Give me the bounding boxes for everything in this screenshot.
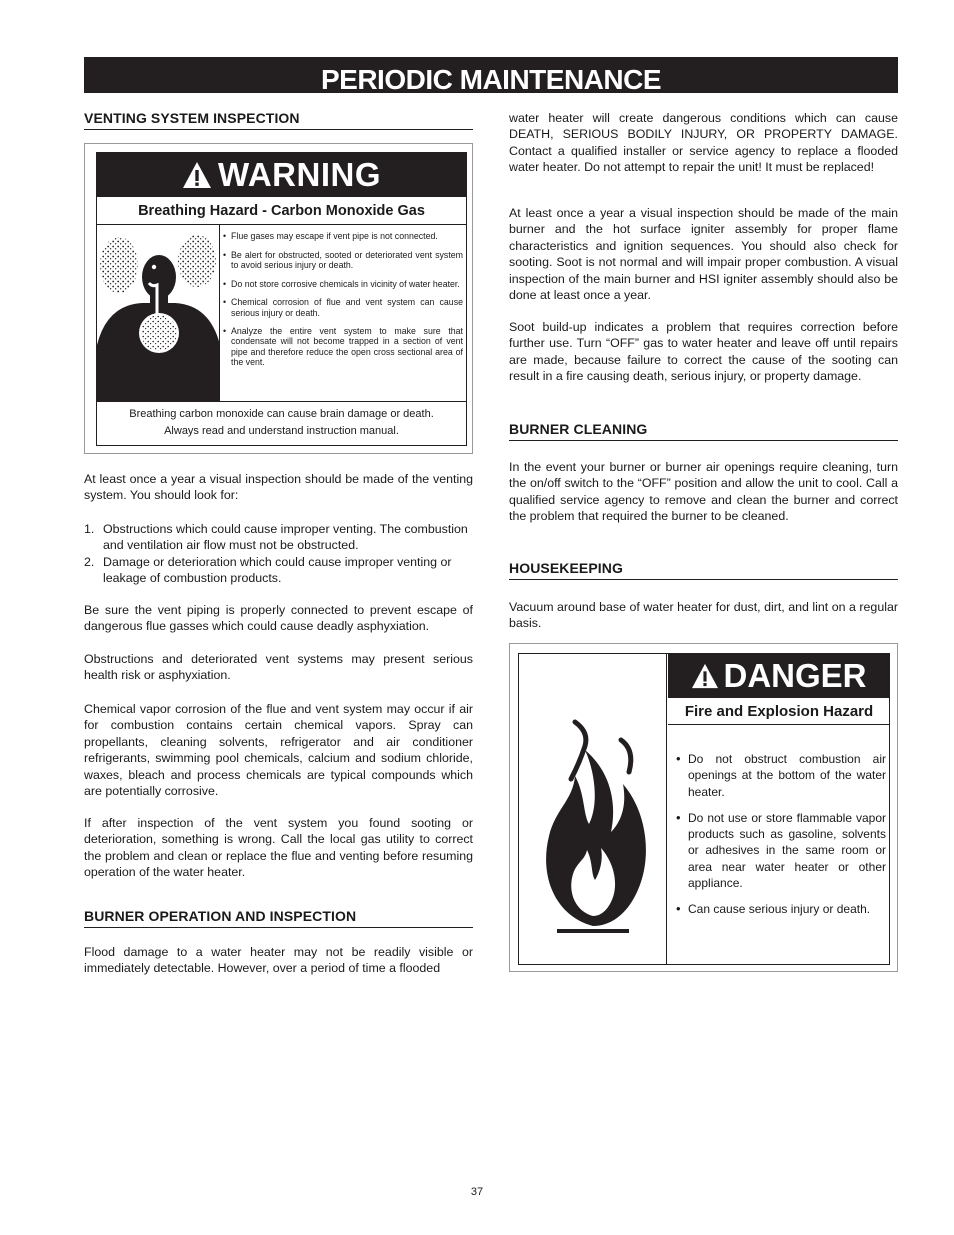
warning-header: WARNING [97, 153, 466, 197]
burner-operation-paragraph-3: Soot build-up indicates a problem that requires correction before further use. Turn “OFF” gas to water heater and leave off until repairs are made, because failure to correct the cause of the sooting can result in a fire causing death, serious injury, or property damage. [509, 320, 898, 384]
list-item: • Can cause serious injury or death. [676, 901, 871, 917]
page-number: 37 [470, 1186, 484, 1198]
list-item: 1. Obstructions which could cause improper venting. The combustion and ventilation air flow must not be obstructed. [84, 522, 468, 553]
warning-subtitle: Breathing Hazard - Carbon Monoxide Gas [97, 197, 466, 225]
carbon-monoxide-person-icon [97, 225, 220, 401]
venting-intro: At least once a year a visual inspection should be made of the venting system. You should look for: [84, 472, 473, 503]
exclamation-triangle-icon [182, 161, 212, 189]
housekeeping-paragraph: Vacuum around base of water heater for dust, dirt, and lint on a regular basis. [509, 600, 898, 631]
burner-cleaning-paragraph: In the event your burner or burner air openings require cleaning, turn the on/off switch to the “OFF” position and allow the unit to cool. Call a qualified service agency to remove and clean the burner and correct the problem that required the burner to be cleaned. [509, 460, 898, 524]
housekeeping-heading: HOUSEKEEPING [509, 560, 898, 580]
flame-icon [519, 654, 667, 964]
venting-paragraph-2: Obstructions and deteriorated vent systems may present serious health risk or asphyxiation. [84, 652, 473, 683]
burner-operation-paragraph-1-continued: water heater will create dangerous conditions which can cause DEATH, SERIOUS BODILY INJURY, OR PROPERTY DAMAGE. Contact a qualified installer or service agency to replace a flooded water heater. Do not attempt to repair the unit! It must be replaced! [509, 111, 898, 175]
venting-paragraph-4: If after inspection of the vent system you found sooting or deterioration, something is wrong. Call the local gas utility to correct the problem and clean or replace the flue and venting before resuming operation of the water heater. [84, 816, 473, 880]
venting-checklist [84, 521, 473, 587]
list-item: 2. Damage or deterioration which could cause improper venting or leakage of combustion products. [84, 554, 452, 586]
list-item: • Do not use or store flammable vapor products such as gasoline, solvents or adhesives in the same room or area near water heater or other appliance. [676, 809, 886, 891]
danger-header: DANGER [668, 654, 890, 698]
list-item: • Do not obstruct combustion air openings at the bottom of the water heater. [676, 751, 886, 799]
list-item: • Be alert for obstructed, sooted or deteriorated vent system to avoid serious injury or death. [223, 249, 463, 270]
danger-bullet-list [676, 751, 886, 928]
warning-footer: Breathing carbon monoxide can cause brain damage or death. Always read and understand instruction manual. [97, 401, 466, 445]
venting-paragraph-1: Be sure the vent piping is properly connected to prevent escape of dangerous flue gasses which could cause deadly asphyxiation. [84, 603, 473, 634]
list-item: • Do not store corrosive chemicals in vicinity of water heater. [223, 278, 460, 289]
burner-operation-heading: BURNER OPERATION AND INSPECTION [84, 908, 473, 928]
burner-operation-paragraph-2: At least once a year a visual inspection should be made of the main burner and the hot surface igniter assembly for proper flame characteristics and ignition sequences. You should also check for sooting. Soot is not normal and will impair proper combustion. A visual inspection of the main burner and HSI igniter assembly should also be done at least once a year. [509, 206, 898, 303]
venting-paragraph-3: Chemical vapor corrosion of the flue and vent system may occur if air for combustion contains certain chemical vapors. Spray can propellants, cleaning solvents, refrigerator and air conditioner refrigerants, swimming pool chemicals, calcium and sodium chloride, waxes, bleach and process chemicals are typical compounds which are potentially corrosive. [84, 702, 473, 799]
list-item: • Chemical corrosion of flue and vent system can cause serious injury or death. [223, 297, 463, 318]
list-item: • Analyze the entire vent system to make sure that condensate will not become trapped in a section of vent pipe and therefore reduce the open cross sectional area of the vent. [223, 326, 463, 367]
burner-cleaning-heading: BURNER CLEANING [509, 421, 898, 441]
venting-heading: VENTING SYSTEM INSPECTION [84, 110, 473, 130]
warning-bullet-list [223, 231, 463, 376]
exclamation-triangle-icon [691, 663, 719, 689]
burner-operation-paragraph-1: Flood damage to a water heater may not be readily visible or immediately detectable. However, over a period of time a flooded [84, 945, 473, 976]
danger-label [509, 643, 898, 972]
list-item: • Flue gases may escape if vent pipe is not connected. [223, 231, 438, 241]
danger-subtitle: Fire and Explosion Hazard [668, 698, 890, 725]
page-title: PERIODIC MAINTENANCE [84, 57, 898, 93]
warning-label [84, 143, 473, 454]
